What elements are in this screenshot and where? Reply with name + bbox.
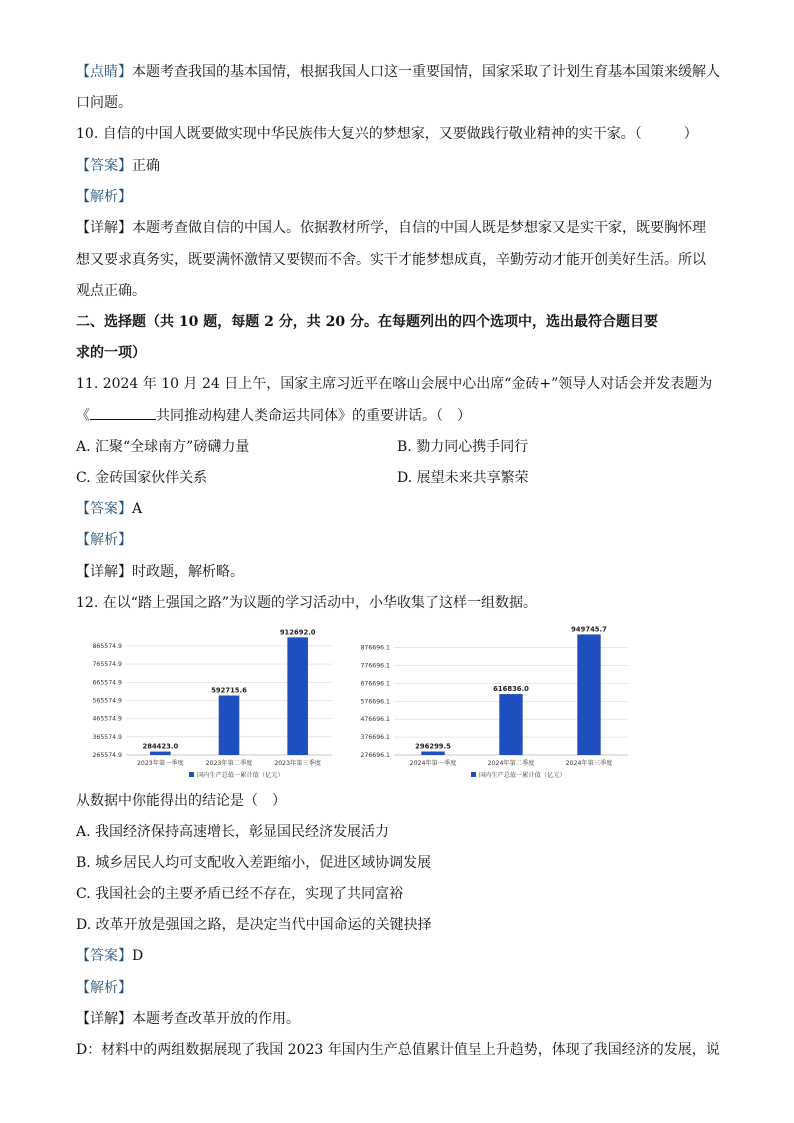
q11-option-d: D. 展望未来共享繁荣 <box>397 470 529 486</box>
q12-detail: 【详解】本题考查改革开放的作用。 <box>76 1011 300 1027</box>
y-tick-label: 565574.9 <box>92 697 122 705</box>
bar <box>577 634 600 755</box>
legend-label: 国内生产总值一累计值（亿元） <box>197 772 284 779</box>
y-tick-label: 876696.1 <box>360 644 390 652</box>
answer-value: A <box>132 501 143 517</box>
chart-2023 <box>76 625 338 780</box>
y-tick-label: 776696.1 <box>360 662 390 670</box>
q12-detail-continued: D：材料中的两组数据展现了我国 2023 年国内生产总值累计值呈上升趋势，体现了我国经济的发展，说 <box>76 1042 720 1058</box>
chart-2023-svg <box>76 625 338 780</box>
detail-tag: 【详解】 <box>76 220 132 236</box>
q12-analysis-tag: 【解析】 <box>76 980 132 996</box>
y-tick-label: 276696.1 <box>360 752 390 759</box>
q12-option-d: D. 改革开放是强国之路，是决定当代中国命运的关键抉择 <box>76 917 432 933</box>
q11-option-a: A. 汇聚“全球南方”磅礴力量 <box>76 439 250 455</box>
answer-value: D <box>132 948 144 964</box>
section-2-heading-line-2: 求的一项） <box>76 345 146 361</box>
x-tick-label: 2024年第二季度 <box>487 760 535 767</box>
q10-analysis-tag: 【解析】 <box>76 189 132 205</box>
y-tick-label: 576696.1 <box>360 698 390 706</box>
y-tick-label: 365574.9 <box>92 733 122 741</box>
legend-swatch <box>471 772 476 777</box>
y-tick-label: 465574.9 <box>92 715 122 723</box>
q12-option-a: A. 我国经济保持高速增长，彰显国民经济发展活力 <box>76 824 390 840</box>
legend-swatch <box>189 772 194 777</box>
chart-2024 <box>344 625 634 780</box>
q12-question: 从数据中你能得出的结论是（ ） <box>76 793 286 809</box>
answer-value: 正确 <box>132 158 160 174</box>
y-tick-label: 665574.9 <box>92 679 122 687</box>
answer-tag: 【答案】 <box>76 501 132 517</box>
q10-answer <box>76 156 160 176</box>
question-10: 10. 自信的中国人既要做实现中华民族伟大复兴的梦想家，又要做践行敬业精神的实干家。（ ） <box>76 126 698 142</box>
q12-option-b: B. 城乡居民人均可支配收入差距缩小，促进区域协调发展 <box>76 855 432 871</box>
section-2-heading-line-1: 二、选择题（共 10 题，每题 2 分，共 20 分。在每题列出的四个选项中，选出最符合题目要 <box>76 314 658 330</box>
q11-answer <box>76 499 142 519</box>
y-tick-label: 476696.1 <box>360 716 390 724</box>
y-tick-label: 265574.9 <box>92 752 122 759</box>
x-tick-label: 2024年第一季度 <box>409 760 457 767</box>
x-tick-label: 2023年第一季度 <box>136 760 184 767</box>
intro-line-2: 口问题。 <box>76 95 132 111</box>
intro-line-1: 【点睛】本题考查我国的基本国情，根据我国人口这一重要国情，国家采取了计划生育基本国策来缓解人 <box>76 64 720 80</box>
q11-option-b: B. 勠力同心携手同行 <box>397 439 529 455</box>
key-point-tag: 【点睛】 <box>76 64 132 80</box>
data-label: 616836.0 <box>493 685 529 694</box>
y-tick-label: 376696.1 <box>360 734 390 742</box>
q12-option-c: C. 我国社会的主要矛盾已经不存在，实现了共同富裕 <box>76 886 404 902</box>
q10-detail-line-1: 【详解】本题考查做自信的中国人。依据教材所学，自信的中国人既是梦想家又是实干家，既要胸怀理 <box>76 220 706 236</box>
legend-label: 国内生产总值一累计值（亿元） <box>479 772 566 779</box>
q11-option-c: C. 金砖国家伙伴关系 <box>76 470 208 486</box>
question-11-line-1: 11. 2024 年 10 月 24 日上午，国家主席习近平在喀山会展中心出席“金砖+”领导人对话会并发表题为 <box>76 376 713 392</box>
data-label: 592715.6 <box>211 686 247 695</box>
fill-blank <box>90 405 156 420</box>
bar <box>287 637 308 755</box>
q10-detail-line-2: 想又要求真务实，既要满怀激情又要锲而不舍。实干才能梦想成真，辛勤劳动才能开创美好生活。所以 <box>76 252 706 268</box>
data-label: 912692.0 <box>279 628 316 637</box>
data-label: 296299.5 <box>415 742 451 751</box>
y-tick-label: 676696.1 <box>360 680 390 688</box>
answer-tag: 【答案】 <box>76 948 132 964</box>
bar <box>219 696 240 755</box>
x-tick-label: 2023年第三季度 <box>274 760 322 767</box>
data-label: 284423.0 <box>142 742 179 751</box>
y-tick-label: 865574.9 <box>92 642 122 650</box>
answer-tag: 【答案】 <box>76 158 132 174</box>
y-tick-label: 765574.9 <box>92 661 122 669</box>
question-11-line-2: 《 共同推动构建人类命运共同体》的重要讲话。（ ） <box>76 405 471 426</box>
x-tick-label: 2024年第三季度 <box>565 760 613 767</box>
detail-tag: 【详解】 <box>76 564 132 580</box>
chart-2024-svg <box>344 625 634 780</box>
bar <box>499 694 522 755</box>
q12-answer <box>76 946 143 966</box>
q10-detail-line-3: 观点正确。 <box>76 283 146 299</box>
q11-analysis-tag: 【解析】 <box>76 532 132 548</box>
question-12: 12. 在以“踏上强国之路”为议题的学习活动中，小华收集了这样一组数据。 <box>76 595 538 611</box>
data-label: 949745.7 <box>571 625 607 634</box>
bar <box>150 752 171 755</box>
bar <box>421 751 444 755</box>
detail-tag: 【详解】 <box>76 1011 132 1027</box>
x-tick-label: 2023年第二季度 <box>205 760 253 767</box>
q11-detail: 【详解】时政题，解析略。 <box>76 564 244 580</box>
